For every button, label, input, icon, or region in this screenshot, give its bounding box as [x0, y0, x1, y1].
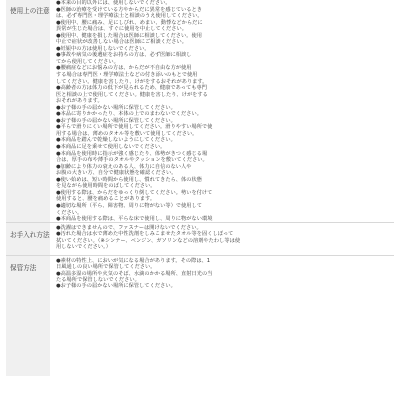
section-heading: 使用上の注意: [6, 0, 50, 222]
text-line: ●本来の目的以外には、使用しないでください。: [56, 0, 171, 6]
text-line: ●高温多湿の場所や火気のそば、水滴のかかる場所、直射日光の当: [56, 270, 213, 277]
text-line: ●お子様の手の届かない場所に保管してください。: [56, 104, 176, 111]
text-line: する場合は専門医・理学療法士などの付き添いのもとで使用: [56, 72, 198, 79]
text-line: ●使用中、健康を損した場合は医師に相談してください。使用: [56, 32, 202, 39]
text-line: 用しないでください。）: [56, 243, 112, 250]
text-line: は、必ず専門医・理学療法士と相談のうえ使用してください。: [56, 13, 203, 20]
text-line: ●使用する際は、からだをゆっくり倒してください。勢いを付けて: [56, 189, 213, 196]
text-line: してください。健康を害したり、けがをするおそれがあります。: [56, 78, 208, 85]
text-line: てから使用してください。: [56, 58, 119, 65]
text-line: ●使用中、腰に痛み、足にしびれ、めまい、動悸などからだに: [56, 19, 203, 26]
section-body: [50, 256, 394, 376]
text-line: ●加齢により体力の衰えのある人、体力に自信のない人や: [56, 163, 192, 170]
text-line: ●妊娠中の方は使用しないでください。: [56, 45, 150, 52]
section-body: [50, 0, 394, 222]
text-line: 使用すると、腰を痛めることがあります。: [56, 196, 156, 203]
text-line: ●本商品を使用時に指示が強く感じたり、体勢がきつく感じる場: [56, 150, 208, 157]
text-line: 中止で症状が改善しない場合は医師にご相談ください。: [56, 39, 187, 46]
section-text: [56, 258, 390, 289]
text-line: 医と相談の上で使用してください。健康を害したり、けがをする: [56, 91, 208, 98]
text-line: ●素材の特性上、においが気になる場合があります。その際は、1: [56, 258, 211, 264]
text-line: 合は、厚手の布や薄手のタオルやクッションを敷いてください。: [56, 157, 208, 164]
section-text: [56, 225, 390, 250]
text-line: 異常が生じた場合は、すぐに使用を中止してください。: [56, 26, 187, 33]
text-line: ●お子様の手の届かない場所に保管してください。: [56, 283, 176, 290]
text-line: ●適切な場所（平ら、障害物、周りに物がない等）で使用して: [56, 202, 202, 209]
text-line: ●お子様の手の届かない場所に保管してください。: [56, 117, 176, 124]
text-line: ●事故や病気の後遺症をお持ちの方は、必ず医師に相談し: [56, 52, 192, 59]
text-line: 拭いてください。（※シンナー、ベンジン、ガソリンなどの溶剤やたわし等は使: [56, 237, 241, 244]
text-line: を見ながら使用時間をのばしてください。: [56, 183, 156, 190]
text-line: お腹の大きい方、自分で健康状態を確認ください。: [56, 170, 177, 177]
text-line: たる場所で保管しないでください。: [56, 276, 140, 283]
section-care-instructions: [6, 223, 394, 256]
text-line: ●使い始めは、短い時間から使用し、慣れてきたら、体の状態: [56, 176, 202, 183]
section-heading: 保管方法: [6, 256, 50, 376]
text-line: 日風通しの良い場所で保管してください。: [56, 264, 156, 271]
text-line: ●本商品を踏んで乾燥しないようにしてください。: [56, 137, 176, 144]
text-line: 用する場合は、薄めのタオル等を敷いて使用してください。: [56, 130, 198, 137]
text-line: ●腰痛症などにお悩みの方は、からだが不自由な方が使用: [56, 65, 192, 72]
text-line: おそれがあります。: [56, 98, 103, 105]
section-heading: お手入れ方法: [6, 223, 50, 255]
text-line: ●本商品に足を乗せて使用しないでください。: [56, 144, 166, 151]
text-line: ●汚れた場合は水で薄めた中性洗剤をしみこませたタオル等を固くしぼって: [56, 231, 234, 238]
text-line: ●本商品を使用する際は、平らな床で使用し、周りに物がない環境: [56, 216, 213, 223]
text-line: ●高齢者の方は体力の低下が見られるため、健康であっても専門: [56, 85, 207, 92]
section-body: [50, 223, 394, 255]
text-line: ●本品に寄りかかったり、本体の上でのまわないでください。: [56, 111, 202, 118]
text-line: ください。: [56, 209, 83, 216]
section-usage-precautions: [6, 0, 394, 223]
text-line: ●平らで滑りにくい場所で使用してください。滑りやすい場所で使: [56, 124, 213, 131]
text-line: ●洗濯はできませんので、ファスナーは開けないでください。: [56, 225, 202, 231]
text-line: ●医師の治療を受けている方やからだに異常を感じているとき: [56, 6, 202, 13]
section-text: [56, 0, 390, 223]
section-storage-instructions: [6, 256, 394, 376]
